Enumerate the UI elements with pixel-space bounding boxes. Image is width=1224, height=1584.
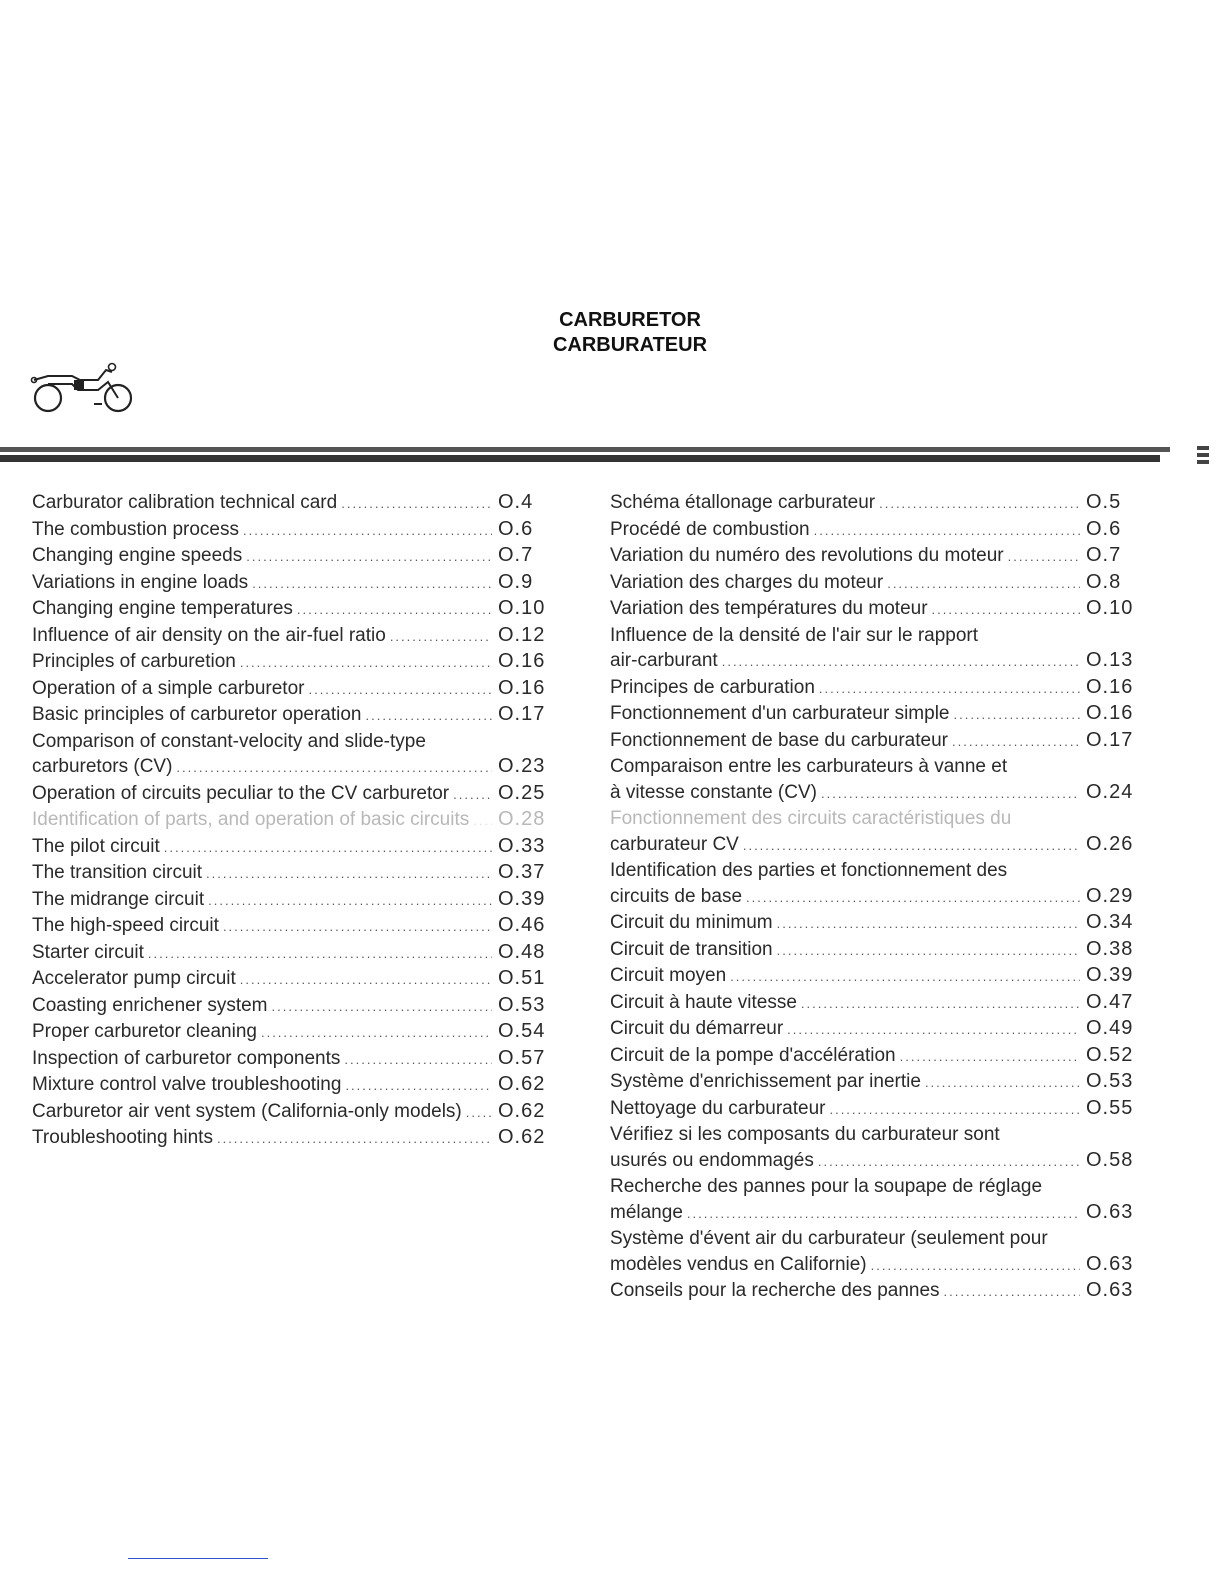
dot-leader [746, 885, 1080, 911]
toc-entry-title: Changing engine speeds [32, 545, 243, 566]
toc-page-number: O.63 [1086, 1200, 1134, 1223]
toc-entry-title: Coasting enrichener system [32, 994, 268, 1016]
dot-leader [1008, 544, 1080, 570]
toc-entry-title: Circuit de la pompe d'accélération [610, 1044, 896, 1066]
toc-entry[interactable] [610, 490, 1142, 517]
toc-entry-title-cont: usurés ou endommagés [610, 1149, 814, 1171]
toc-page-number: O.37 [498, 861, 546, 883]
toc-page-number: O.49 [1086, 1017, 1134, 1039]
toc-entry[interactable] [610, 910, 1142, 937]
toc-entry-title-cont: mélange [610, 1201, 683, 1223]
toc-entry[interactable] [610, 1226, 1142, 1278]
toc-entry[interactable] [610, 701, 1142, 728]
dot-leader [252, 571, 492, 597]
toc-entry[interactable] [32, 702, 556, 729]
toc-entry[interactable] [32, 517, 556, 544]
dot-leader [952, 729, 1080, 755]
dot-leader [932, 597, 1080, 623]
dot-leader [743, 833, 1080, 859]
toc-page-number: O.24 [1086, 780, 1134, 803]
toc-page-number: O.10 [1086, 597, 1134, 619]
toc-entry[interactable] [610, 675, 1142, 702]
dot-leader [240, 650, 492, 676]
toc-entry[interactable] [610, 937, 1142, 964]
toc-entry-title: Fonctionnement de base du carburateur [610, 729, 948, 751]
toc-page-number: O.16 [498, 650, 546, 672]
toc-entry-title: Proper carburetor cleaning [32, 1021, 257, 1042]
toc-entry-title-cont: carburateur CV [610, 833, 739, 855]
toc-page-number: O.16 [1086, 675, 1134, 698]
toc-page-number: O.6 [1086, 517, 1122, 540]
dot-leader [297, 597, 492, 623]
toc-page-number: O.16 [1086, 702, 1134, 724]
toc-entry[interactable] [610, 543, 1142, 570]
dot-leader [730, 964, 1080, 990]
dot-leader [777, 911, 1080, 937]
dot-leader [687, 1201, 1080, 1227]
dot-leader [272, 994, 493, 1020]
toc-entry-title: Carburator calibration technical card [32, 492, 338, 513]
toc-page-number: O.57 [498, 1046, 546, 1069]
toc-entry[interactable] [32, 781, 556, 808]
toc-entry[interactable] [610, 517, 1142, 544]
toc-entry[interactable] [32, 543, 556, 570]
toc-entry[interactable] [32, 940, 556, 967]
toc-entry-title-cont: air-carburant [610, 650, 718, 671]
toc-entry-title: Schéma étallonage carburateur [610, 492, 876, 513]
toc-page-number: O.10 [498, 597, 546, 619]
dot-leader [261, 1020, 492, 1046]
header-rule-bottom [0, 455, 1160, 462]
toc-page-number: O.63 [1086, 1252, 1134, 1275]
dot-leader [879, 491, 1080, 517]
toc-french [610, 490, 1142, 1305]
toc-page-number: O.29 [1086, 884, 1134, 907]
toc-page-number: O.62 [498, 1126, 546, 1148]
toc-entry-title: Operation of a simple carburetor [32, 677, 305, 699]
toc-entry-title: Inspection of carburetor components [32, 1047, 341, 1069]
toc-entry-title: Procédé de combustion [610, 518, 810, 540]
dot-leader [944, 1279, 1080, 1305]
dot-leader [900, 1044, 1080, 1070]
dot-leader [953, 702, 1080, 728]
toc-entry-title: Circuit de transition [610, 938, 773, 960]
toc-entry[interactable] [610, 1096, 1142, 1123]
dot-leader [341, 491, 492, 517]
toc-page-number: O.48 [498, 940, 546, 963]
toc-entry-title: Accelerator pump circuit [32, 968, 236, 989]
toc-page-number: O.4 [498, 491, 534, 513]
dot-leader [344, 1047, 492, 1073]
toc-entry-title: Conseils pour la recherche des pannes [610, 1280, 940, 1301]
dot-leader [829, 1097, 1080, 1123]
toc-page-number: O.23 [498, 755, 546, 777]
toc-entry[interactable] [32, 1099, 556, 1126]
toc-page-number: O.34 [1086, 911, 1134, 933]
toc-page-number: O.47 [1086, 990, 1134, 1013]
dot-leader [206, 861, 492, 887]
toc-page-number: O.51 [498, 967, 546, 989]
toc-entry-title: The transition circuit [32, 862, 203, 883]
dot-leader [240, 967, 492, 993]
toc-entry[interactable] [610, 596, 1142, 623]
toc-entry-title-cont: à vitesse constante (CV) [610, 781, 817, 803]
dot-leader [814, 518, 1080, 544]
dot-leader [887, 571, 1080, 597]
dot-leader [787, 1017, 1080, 1043]
toc-entry-title: Influence of air density on the air-fuel ratio [32, 624, 386, 646]
toc-entry[interactable] [32, 490, 556, 517]
toc-entry-title-cont: carburetors (CV) [32, 756, 173, 777]
toc-page-number: O.17 [498, 703, 546, 725]
toc-entry[interactable] [610, 728, 1142, 755]
toc-entry[interactable] [32, 913, 556, 940]
toc-entry[interactable] [610, 754, 1142, 806]
footer-link-underline [128, 1558, 268, 1559]
dot-leader [208, 888, 492, 914]
toc-page-number: O.12 [498, 623, 546, 646]
toc-entry-title: Carburetor air vent system (California-only models) [32, 1100, 462, 1122]
dot-leader [164, 835, 492, 861]
toc-entry-title: Circuit à haute vitesse [610, 991, 797, 1013]
toc-entry-title: Fonctionnement des circuits caractéristiques du [610, 808, 1012, 829]
toc-entry-title: Principes de carburation [610, 676, 815, 698]
dot-leader [925, 1070, 1080, 1096]
toc-entry[interactable] [32, 1046, 556, 1073]
toc-entry[interactable] [32, 729, 556, 781]
toc-entry-title: Circuit du minimum [610, 912, 773, 933]
dot-leader [473, 808, 492, 834]
toc-entry[interactable] [32, 966, 556, 993]
toc-page-number: O.46 [498, 914, 546, 936]
toc-entry[interactable] [610, 1069, 1142, 1096]
toc-entry-title: Recherche des pannes pour la soupape de réglage [610, 1176, 1043, 1197]
dot-leader [466, 1100, 492, 1126]
dot-leader [819, 676, 1080, 702]
toc-page-number: O.55 [1086, 1096, 1134, 1119]
toc-page-number: O.54 [498, 1020, 546, 1042]
toc-entry-title: Fonctionnement d'un carburateur simple [610, 703, 950, 724]
toc-entry[interactable] [610, 1278, 1142, 1305]
toc-entry[interactable] [32, 596, 556, 623]
toc-page-number: O.16 [498, 676, 546, 699]
toc-page-number: O.63 [1086, 1279, 1134, 1301]
toc-page-number: O.6 [498, 517, 534, 540]
dot-leader [246, 544, 492, 570]
toc-entry-title: Operation of circuits peculiar to the CV carburetor [32, 782, 450, 804]
toc-page-number: O.39 [498, 887, 546, 910]
toc-entry[interactable] [610, 1016, 1142, 1043]
dot-leader [818, 1149, 1080, 1175]
header-rule-top [0, 447, 1170, 452]
dot-leader [801, 991, 1080, 1017]
page-edge-mark [1197, 446, 1209, 468]
toc-entry-title: The high-speed circuit [32, 915, 219, 936]
toc-entry[interactable] [32, 860, 556, 887]
toc-page-number: O.62 [498, 1073, 546, 1095]
toc-entry-title: Comparison of constant-velocity and slide-type [32, 730, 426, 752]
toc-entry-title-cont: circuits de base [610, 885, 743, 907]
toc-page-number: O.13 [1086, 649, 1134, 671]
dot-leader [217, 1126, 492, 1152]
toc-entry-title: Variation du numéro des revolutions du moteur [610, 545, 1004, 566]
toc-entry-title: Comparaison entre les carburateurs à vanne et [610, 756, 1008, 777]
toc-entry[interactable] [610, 1174, 1142, 1226]
toc-page-number: O.17 [1086, 728, 1134, 751]
toc-entry[interactable] [610, 1043, 1142, 1070]
toc-entry[interactable] [610, 570, 1142, 597]
toc-entry-title: Changing engine temperatures [32, 598, 293, 619]
toc-page-number: O.26 [1086, 832, 1134, 855]
toc-page-number: O.7 [498, 544, 534, 566]
toc-entry[interactable] [32, 993, 556, 1020]
toc-page-number: O.33 [498, 834, 546, 857]
toc-english [32, 490, 556, 1152]
toc-entry[interactable] [32, 676, 556, 703]
toc-page-number: O.58 [1086, 1148, 1134, 1171]
toc-entry[interactable] [32, 834, 556, 861]
toc-entry-title: The combustion process [32, 518, 239, 540]
toc-entry-title: The midrange circuit [32, 888, 205, 910]
toc-page-number: O.52 [1086, 1043, 1134, 1066]
toc-entry[interactable] [610, 990, 1142, 1017]
toc-page-number: O.25 [498, 781, 546, 804]
toc-page-number: O.8 [1086, 570, 1122, 593]
toc-entry[interactable] [32, 887, 556, 914]
dot-leader [453, 782, 492, 808]
dot-leader [366, 703, 492, 729]
dot-leader [243, 518, 492, 544]
toc-entry[interactable] [610, 1122, 1142, 1174]
toc-entry[interactable] [32, 807, 556, 834]
toc-entry[interactable] [32, 570, 556, 597]
toc-entry-title: Vérifiez si les composants du carburateur sont [610, 1124, 1000, 1145]
toc-entry[interactable] [32, 1072, 556, 1099]
motorcycle-icon [28, 360, 138, 416]
toc-page-number: O.62 [498, 1099, 546, 1122]
title-french: CARBURATEUR [552, 334, 708, 356]
toc-entry-title: Identification of parts, and operation of basic circuits [32, 809, 470, 830]
dot-leader [345, 1073, 492, 1099]
toc-entry-title: Variation des charges du moteur [610, 571, 884, 593]
dot-leader [176, 755, 492, 781]
toc-entry-title: Système d'enrichissement par inertie [610, 1071, 921, 1092]
toc-page-number: O.28 [498, 808, 546, 830]
dot-leader [308, 677, 492, 703]
toc-entry-title: Circuit du démarreur [610, 1018, 784, 1039]
toc-entry[interactable] [610, 963, 1142, 990]
toc-entry-title: Troubleshooting hints [32, 1127, 213, 1148]
dot-leader [821, 781, 1080, 807]
toc-entry[interactable] [32, 1019, 556, 1046]
title-english: CARBURETOR [559, 309, 701, 331]
toc-entry[interactable] [32, 623, 556, 650]
toc-entry-title: Starter circuit [32, 941, 144, 963]
toc-page-number: O.53 [498, 993, 546, 1016]
toc-entry-title: Système d'évent air du carburateur (seulement pour [610, 1228, 1048, 1249]
toc-page-number: O.9 [498, 570, 534, 593]
dot-leader [777, 938, 1080, 964]
dot-leader [390, 624, 492, 650]
toc-entry-title: Circuit moyen [610, 965, 727, 986]
toc-page-number: O.7 [1086, 544, 1122, 566]
toc-entry-title: Identification des parties et fonctionnement des [610, 860, 1008, 881]
toc-entry-title: Variations in engine loads [32, 571, 249, 593]
toc-entry-title: Basic principles of carburetor operation [32, 704, 362, 725]
toc-page-number: O.5 [1086, 491, 1122, 513]
toc-page-number: O.39 [1086, 964, 1134, 986]
toc-entry-title-cont: modèles vendus en Californie) [610, 1253, 867, 1275]
dot-leader [871, 1253, 1080, 1279]
toc-entry[interactable] [32, 649, 556, 676]
toc-entry[interactable] [610, 623, 1142, 675]
toc-entry-title: Variation des températures du moteur [610, 598, 928, 619]
section-title [0, 308, 1224, 358]
toc-entry-title: Principles of carburetion [32, 651, 236, 672]
dot-leader [722, 649, 1080, 675]
toc-entry-title: Nettoyage du carburateur [610, 1097, 826, 1119]
dot-leader [148, 941, 492, 967]
toc-entry-title: Influence de la densité de l'air sur le rapport [610, 624, 979, 646]
toc-page-number: O.53 [1086, 1070, 1134, 1092]
toc-entry[interactable] [610, 806, 1142, 858]
toc-entry-title: The pilot circuit [32, 835, 160, 857]
dot-leader [223, 914, 492, 940]
toc-entry-title: Mixture control valve troubleshooting [32, 1074, 342, 1095]
toc-entry[interactable] [610, 858, 1142, 910]
toc-page-number: O.38 [1086, 937, 1134, 960]
toc-entry[interactable] [32, 1125, 556, 1152]
